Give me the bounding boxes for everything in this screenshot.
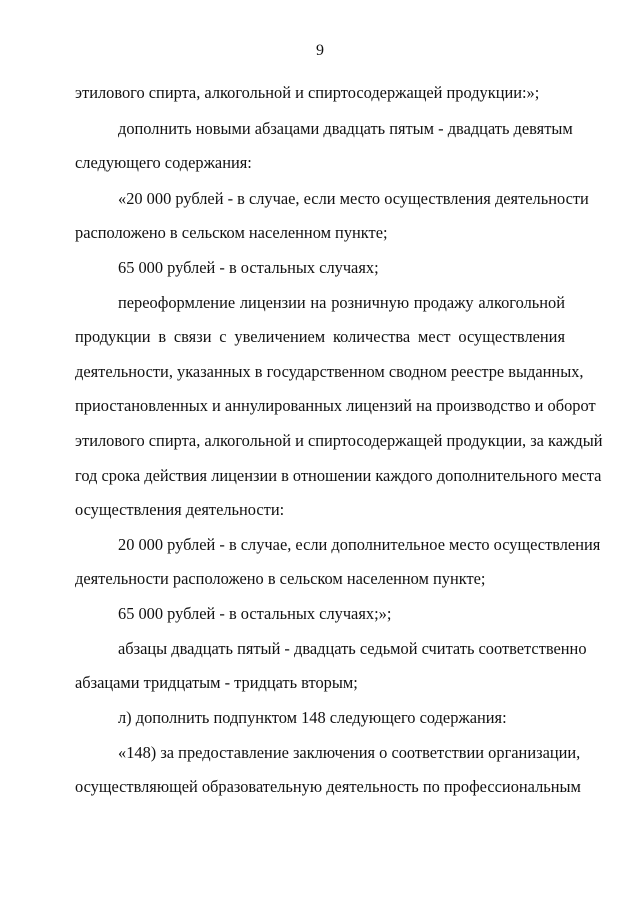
text-line: продукции в связи с увеличением количества мест осуществления	[75, 327, 565, 346]
text-line: абзацы двадцать пятый - двадцать седьмой считать соответственно	[118, 639, 587, 658]
text-line: этилового спирта, алкогольной и спиртосодержащей продукции:»;	[75, 83, 540, 102]
text-line: осуществляющей образовательную деятельность по профессиональным	[75, 777, 581, 796]
text-line: 65 000 рублей - в остальных случаях;»;	[118, 604, 392, 623]
text-line: деятельности, указанных в государственном сводном реестре выданных,	[75, 362, 584, 381]
text-line: «148) за предоставление заключения о соответствии организации,	[118, 743, 581, 762]
text-line: расположено в сельском населенном пункте;	[75, 223, 388, 242]
text-line: «20 000 рублей - в случае, если место осуществления деятельности	[118, 189, 589, 208]
text-line: год срока действия лицензии в отношении каждого дополнительного места	[75, 466, 602, 485]
text-line: осуществления деятельности:	[75, 500, 285, 519]
text-line: л) дополнить подпунктом 148 следующего содержания:	[118, 708, 507, 727]
text-line: переоформление лицензии на розничную продажу алкогольной	[118, 293, 565, 312]
text-line: 65 000 рублей - в остальных случаях;	[118, 258, 379, 277]
text-line: следующего содержания:	[75, 153, 252, 172]
text-line: этилового спирта, алкогольной и спиртосодержащей продукции, за каждый	[75, 431, 603, 450]
page-number: 9	[316, 42, 324, 59]
text-line: приостановленных и аннулированных лицензий на производство и оборот	[75, 396, 596, 415]
text-line: деятельности расположено в сельском населенном пункте;	[75, 569, 486, 588]
text-line: абзацами тридцатым - тридцать вторым;	[75, 673, 358, 692]
text-line: 20 000 рублей - в случае, если дополнительное место осуществления	[118, 535, 601, 554]
text-line: дополнить новыми абзацами двадцать пятым - двадцать девятым	[118, 119, 573, 138]
